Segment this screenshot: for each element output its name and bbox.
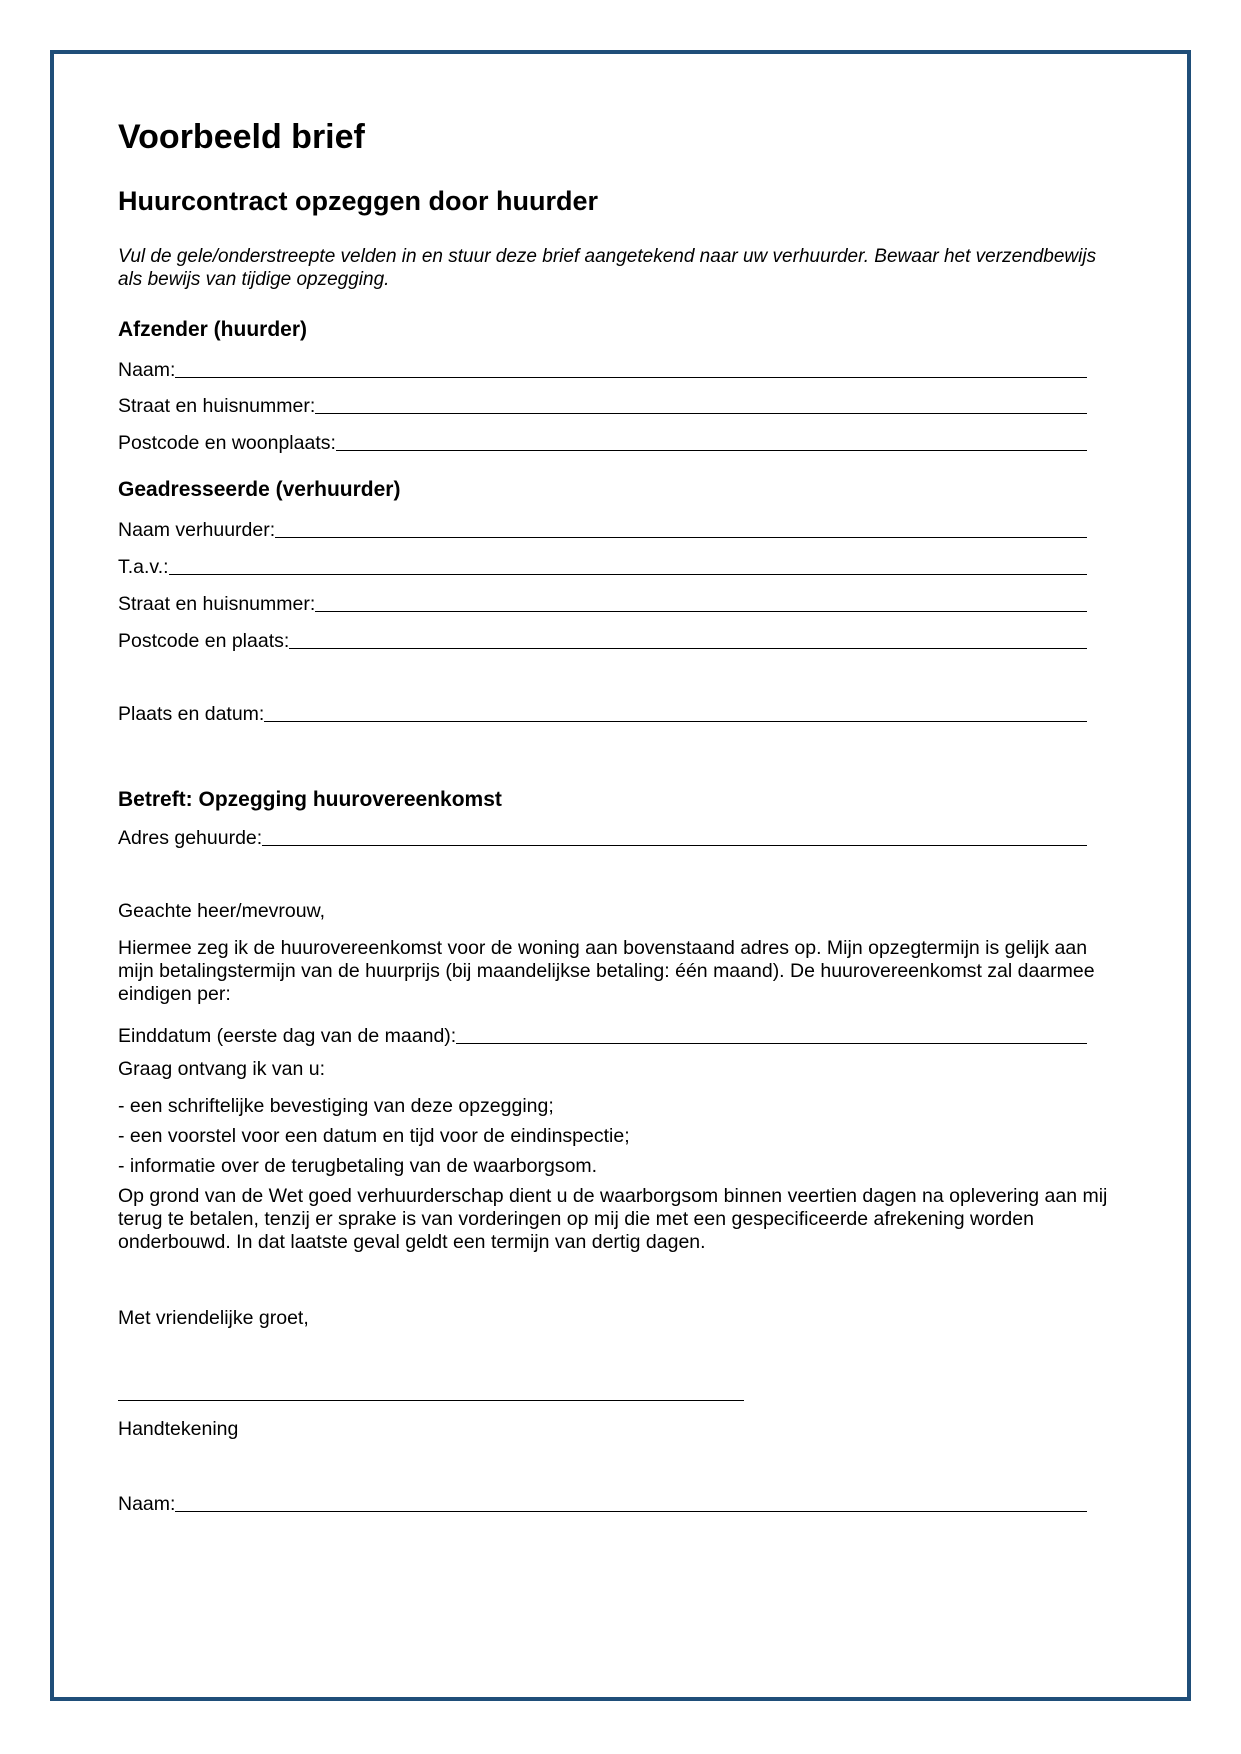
request-intro: Graag ontvang ik van u:	[118, 1058, 326, 1080]
document-subtitle: Huurcontract opzeggen door huurder	[118, 186, 599, 216]
fill-line[interactable]	[315, 610, 1087, 612]
rented-address-field[interactable]	[118, 824, 1087, 848]
subject-heading: Betreft: Opzegging huurovereenkomst	[118, 788, 502, 811]
sender-street-field[interactable]	[118, 392, 1087, 416]
place-date-field[interactable]	[118, 700, 1087, 724]
fill-line[interactable]	[275, 536, 1087, 538]
page-border	[50, 50, 1191, 1701]
field-label: T.a.v.:	[118, 556, 169, 578]
fill-line[interactable]	[169, 573, 1087, 575]
instructions-text: Vul de gele/onderstreepte velden in en stuur deze brief aangetekend naar uw verhuurder. Bewaar het verzendbewijs als bewijs van tijdige opzegging.	[118, 246, 1097, 290]
sender-name-field[interactable]	[118, 356, 1087, 380]
sender-heading: Afzender (huurder)	[118, 318, 307, 341]
signer-name-field[interactable]	[118, 1490, 1087, 1514]
landlord-street-field[interactable]	[118, 590, 1087, 614]
field-label: Naam:	[118, 1493, 176, 1515]
request-item: - informatie over de terugbetaling van de waarborgsom.	[118, 1155, 598, 1177]
field-label: Straat en huisnummer:	[118, 395, 316, 417]
fill-line[interactable]	[175, 1510, 1087, 1512]
request-item: - een voorstel voor een datum en tijd voor de eindinspectie;	[118, 1125, 630, 1147]
field-label: Plaats en datum:	[118, 703, 265, 725]
fill-line[interactable]	[289, 647, 1087, 649]
fill-line[interactable]	[315, 412, 1087, 414]
body-paragraph-2: Op grond van de Wet goed verhuurderschap dient u de waarborgsom binnen veertien dagen na oplevering aan mij terug te betalen, tenzij er sprake is van vorderingen op mij die met een gespecificeerde afrekening worden onderbouwd. In dat laatste geval geldt een termijn van dertig dagen.	[118, 1185, 1108, 1253]
field-label: Adres gehuurde:	[118, 827, 263, 849]
field-label: Postcode en woonplaats:	[118, 432, 336, 454]
field-label: Postcode en plaats:	[118, 630, 290, 652]
landlord-name-field[interactable]	[118, 516, 1087, 540]
signature-line[interactable]	[118, 1400, 744, 1401]
fill-line[interactable]	[456, 1042, 1087, 1044]
addressee-heading: Geadresseerde (verhuurder)	[118, 478, 401, 501]
end-date-field[interactable]	[118, 1022, 1087, 1046]
request-item: - een schriftelijke bevestiging van deze opzegging;	[118, 1095, 554, 1117]
field-label: Naam verhuurder:	[118, 519, 276, 541]
fill-line[interactable]	[336, 449, 1087, 451]
document-title: Voorbeeld brief	[118, 118, 365, 156]
fill-line[interactable]	[175, 376, 1087, 378]
field-label: Straat en huisnummer:	[118, 593, 316, 615]
salutation: Geachte heer/mevrouw,	[118, 900, 326, 922]
signature-label: Handtekening	[118, 1418, 239, 1440]
landlord-postcode-field[interactable]	[118, 627, 1087, 651]
field-label: Einddatum (eerste dag van de maand):	[118, 1025, 457, 1047]
fill-line[interactable]	[262, 844, 1087, 846]
sender-postcode-field[interactable]	[118, 429, 1087, 453]
fill-line[interactable]	[264, 720, 1087, 722]
field-label: Naam:	[118, 359, 176, 381]
attn-field[interactable]	[118, 553, 1087, 577]
body-paragraph-1: Hiermee zeg ik de huurovereenkomst voor de woning aan bovenstaand adres op. Mijn opzegtermijn is gelijk aan mijn betalingstermijn van de huurprijs (bij maandelijkse betaling: één maand). De huurovereenkomst zal daarmee eindigen per:	[118, 937, 1095, 1005]
closing: Met vriendelijke groet,	[118, 1307, 309, 1329]
